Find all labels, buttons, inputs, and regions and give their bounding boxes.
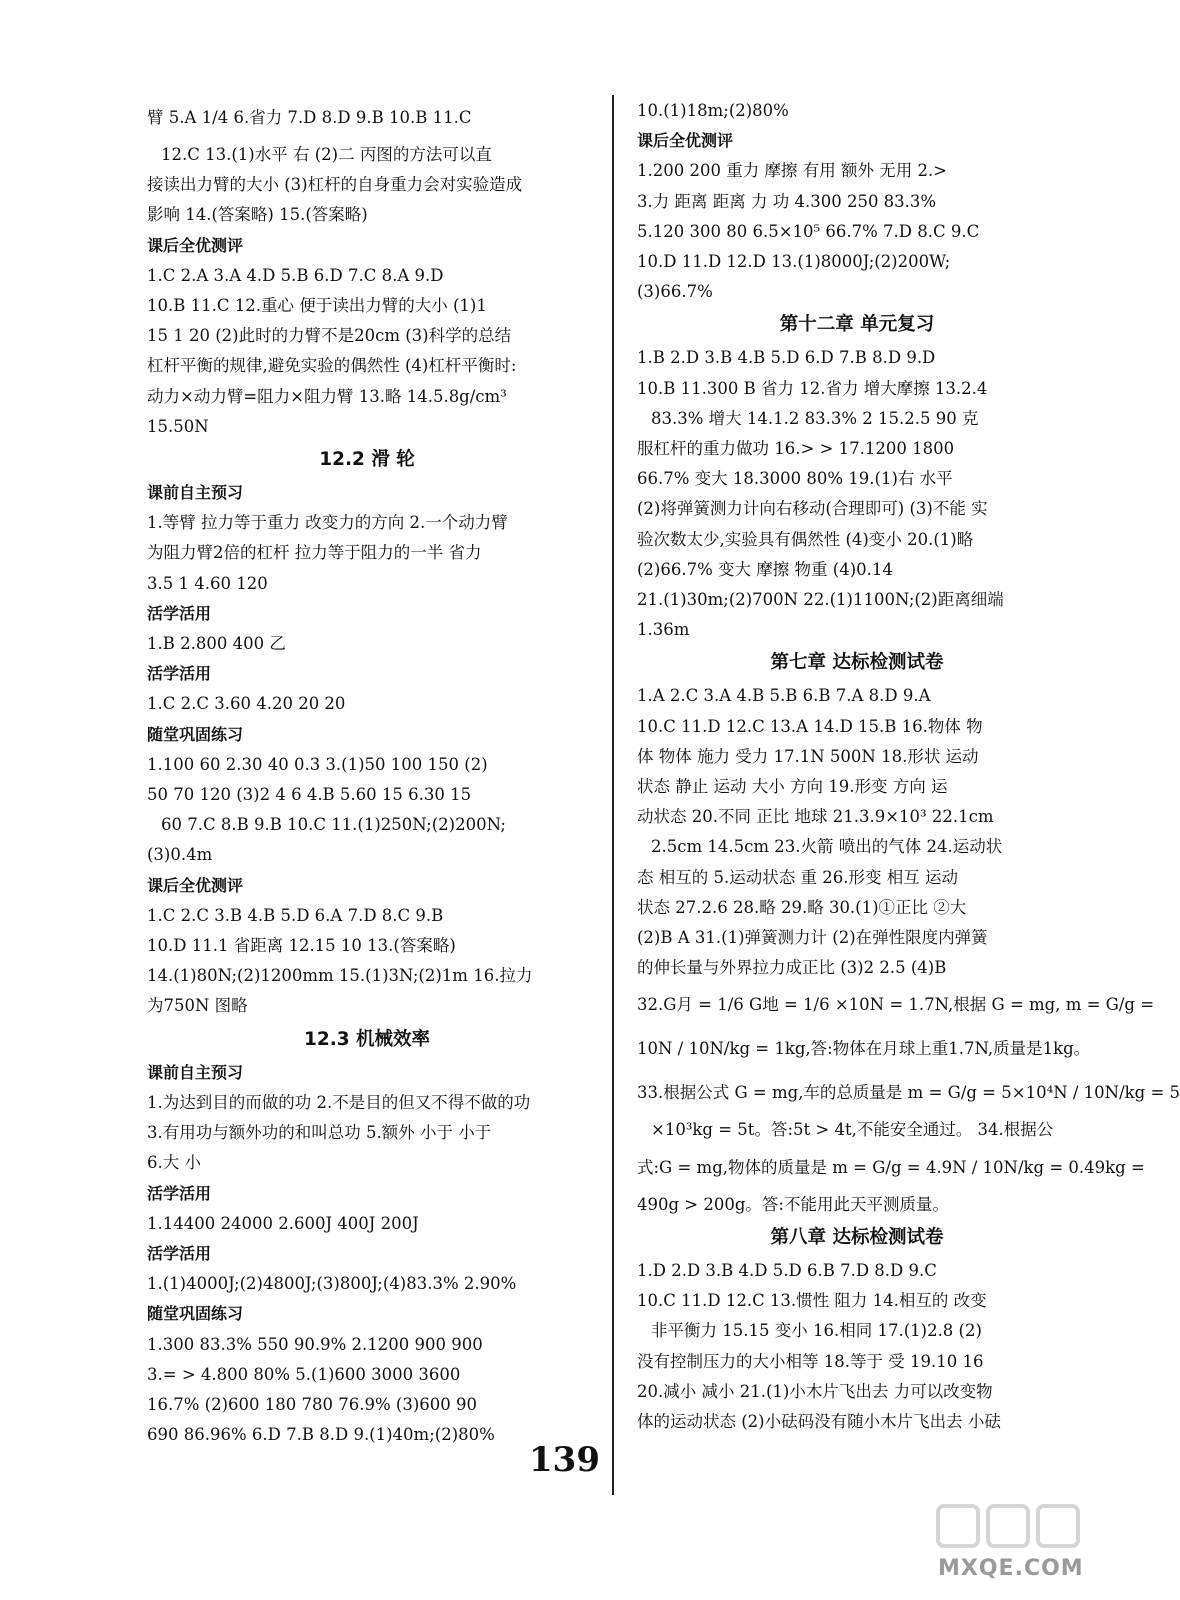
answer-line: 2.5cm 14.5cm 23.火箭 喷出的气体 24.运动状	[651, 837, 1003, 857]
answer-line: 1.等臂 拉力等于重力 改变力的方向 2.一个动力臂	[147, 513, 508, 533]
chapter-title: 12.3 机械效率	[303, 1028, 431, 1050]
answer-line: 体的运动状态 (2)小砝码没有随小木片飞出去 小砝	[637, 1411, 1001, 1431]
section-heading: 课前自主预习	[147, 483, 244, 503]
section-heading: 课前自主预习	[147, 1062, 244, 1082]
answer-line: 3.有用功与额外功的和叫总功 5.额外 小于 小于	[147, 1123, 492, 1143]
answer-line: 60 7.C 8.B 9.B 10.C 11.(1)250N;(2)200N;	[161, 815, 506, 835]
answer-line: 体 物体 施力 受力 17.1N 500N 18.形状 运动	[637, 746, 979, 766]
answer-line: 3.5 1 4.60 120	[147, 573, 268, 593]
section-heading: 课后全优测评	[147, 235, 244, 255]
answer-line: 10.D 11.D 12.D 13.(1)8000J;(2)200W;	[637, 252, 951, 272]
section-heading: 活学活用	[147, 1243, 212, 1263]
answer-line: 10N / 10N/kg = 1kg,答:物体在月球上重1.7N,质量是1kg。	[637, 1039, 1091, 1059]
watermark-text: MXQE.COM	[938, 1556, 1084, 1581]
answer-line: 1.D 2.D 3.B 4.D 5.D 6.B 7.D 8.D 9.C	[637, 1260, 937, 1280]
answer-line: 32.G月 = 1/6 G地 = 1/6 ×10N = 1.7N,根据 G = mg, m = G/g =	[637, 995, 1155, 1015]
answer-line: (2)66.7% 变大 摩擦 物重 (4)0.14	[637, 559, 893, 579]
answer-line: 1.B 2.D 3.B 4.B 5.D 6.D 7.B 8.D 9.D	[637, 348, 936, 368]
answer-line: 服杠杆的重力做功 16.> > 17.1200 1800	[637, 439, 955, 459]
answer-line: 10.D 11.1 省距离 12.15 10 13.(答案略)	[147, 936, 456, 956]
answer-line: 动状态 20.不同 正比 地球 21.3.9×10³ 22.1cm	[637, 807, 994, 827]
answer-line: 5.120 300 80 6.5×10⁵ 66.7% 7.D 8.C 9.C	[637, 221, 980, 241]
answer-line: 为750N 图略	[147, 996, 248, 1016]
answer-line: 1.300 83.3% 550 90.9% 2.1200 900 900	[147, 1334, 483, 1354]
answer-line: 66.7% 变大 18.3000 80% 19.(1)右 水平	[637, 469, 953, 489]
answer-line: 动力×动力臂=阻力×阻力臂 13.略 14.5.8g/cm³	[147, 386, 507, 406]
answer-line: 1.14400 24000 2.600J 400J 200J	[147, 1213, 419, 1233]
answer-line: 状态 静止 运动 大小 方向 19.形变 方向 运	[637, 777, 948, 797]
answer-line: 接读出力臂的大小 (3)杠杆的自身重力会对实验造成	[147, 175, 523, 195]
answer-line: 10.B 11.300 B 省力 12.省力 增大摩擦 13.2.4	[637, 378, 988, 398]
answer-line: 490g > 200g。答:不能用此天平测质量。	[637, 1194, 949, 1214]
answer-line: 的伸长量与外界拉力成正比 (3)2 2.5 (4)B	[637, 958, 947, 978]
page-number: 139	[529, 1440, 600, 1480]
section-heading: 课后全优测评	[147, 875, 244, 895]
answer-line: 21.(1)30m;(2)700N 22.(1)1100N;(2)距离细端	[637, 590, 1004, 610]
answer-line: 16.7% (2)600 180 780 76.9% (3)600 90	[147, 1394, 478, 1414]
chapter-title: 第十二章 单元复习	[779, 314, 935, 336]
answer-line: 83.3% 增大 14.1.2 83.3% 2 15.2.5 90 克	[651, 408, 979, 428]
answer-line: 690 86.96% 6.D 7.B 8.D 9.(1)40m;(2)80%	[147, 1425, 495, 1445]
chapter-title: 第七章 达标检测试卷	[770, 652, 944, 674]
answer-line: 14.(1)80N;(2)1200mm 15.(1)3N;(2)1m 16.拉力	[147, 966, 533, 986]
answer-line: 式:G = mg,物体的质量是 m = G/g = 4.9N / 10N/kg = 0.49kg =	[637, 1157, 1145, 1177]
answer-line: 1.为达到目的而做的功 2.不是目的但又不得不做的功	[147, 1092, 531, 1112]
answer-line: (2)将弹簧测力计向右移动(合理即可) (3)不能 实	[637, 499, 988, 519]
left-column	[147, 96, 587, 1450]
answer-line: 1.B 2.800 400 乙	[147, 634, 286, 654]
section-heading: 活学活用	[147, 664, 212, 684]
answer-line: 没有控制压力的大小相等 18.等于 受 19.10 16	[637, 1351, 984, 1371]
answer-line: 1.200 200 重力 摩擦 有用 额外 无用 2.>	[637, 161, 948, 181]
section-heading: 活学活用	[147, 603, 212, 623]
answer-line: 杠杆平衡的规律,避免实验的偶然性 (4)杠杆平衡时:	[147, 356, 517, 376]
answer-line: 1.36m	[637, 620, 690, 640]
answer-line: 50 70 120 (3)2 4 6 4.B 5.60 15 6.30 15	[147, 785, 472, 805]
answer-line: 1.(1)4000J;(2)4800J;(3)800J;(4)83.3% 2.90%	[147, 1274, 517, 1294]
answer-line: 影响 14.(答案略) 15.(答案略)	[147, 205, 368, 225]
answer-line: 15.50N	[147, 416, 209, 436]
chapter-title: 12.2 滑 轮	[319, 449, 415, 471]
answer-line: 3.力 距离 距离 力 功 4.300 250 83.3%	[637, 191, 937, 211]
answer-line: 20.减小 减小 21.(1)小木片飞出去 力可以改变物	[637, 1381, 993, 1401]
section-heading: 随堂巩固练习	[147, 724, 244, 744]
answer-line: 15 1 20 (2)此时的力臂不是20cm (3)科学的总结	[147, 326, 512, 346]
answer-line: 1.100 60 2.30 40 0.3 3.(1)50 100 150 (2)	[147, 754, 488, 774]
answer-line: 10.C 11.D 12.C 13.A 14.D 15.B 16.物体 物	[637, 716, 983, 736]
section-heading: 随堂巩固练习	[147, 1304, 244, 1324]
answer-line: (2)B A 31.(1)弹簧测力计 (2)在弹性限度内弹簧	[637, 928, 988, 948]
answer-line: 1.C 2.C 3.60 4.20 20 20	[147, 694, 346, 714]
right-column	[637, 96, 1180, 1437]
answer-line: 33.根据公式 G = mg,车的总质量是 m = G/g = 5×10⁴N / 10N/kg = 5	[637, 1083, 1180, 1103]
answer-line: 验次数太少,实验具有偶然性 (4)变小 20.(1)略	[637, 529, 974, 549]
answer-line: 10.B 11.C 12.重心 便于读出力臂的大小 (1)1	[147, 296, 487, 316]
section-heading: 课后全优测评	[637, 131, 734, 151]
answer-line: (3)66.7%	[637, 282, 713, 302]
column-divider	[612, 95, 614, 1495]
answer-line: 3.= > 4.800 80% 5.(1)600 3000 3600	[147, 1364, 461, 1384]
answer-line: 10.C 11.D 12.C 13.惯性 阻力 14.相互的 改变	[637, 1291, 987, 1311]
answer-line: 6.大 小	[147, 1153, 201, 1173]
answer-line: 状态 27.2.6 28.略 29.略 30.(1)①正比 ②大	[637, 897, 967, 917]
answer-line: 1.A 2.C 3.A 4.B 5.B 6.B 7.A 8.D 9.A	[637, 686, 931, 706]
answer-line: ×10³kg = 5t。答:5t > 4t,不能安全通过。 34.根据公	[651, 1120, 1054, 1140]
answer-line: (3)0.4m	[147, 845, 213, 865]
chapter-title: 第八章 达标检测试卷	[770, 1226, 944, 1248]
answer-line: 为阻力臂2倍的杠杆 拉力等于阻力的一半 省力	[147, 543, 482, 563]
answer-line: 12.C 13.(1)水平 右 (2)二 丙图的方法可以直	[161, 145, 492, 164]
section-heading: 活学活用	[147, 1183, 212, 1203]
answer-line: 1.C 2.A 3.A 4.D 5.B 6.D 7.C 8.A 9.D	[147, 265, 444, 285]
answer-line: 非平衡力 15.15 变小 16.相同 17.(1)2.8 (2)	[651, 1321, 982, 1341]
answer-line: 1.C 2.C 3.B 4.B 5.D 6.A 7.D 8.C 9.B	[147, 905, 444, 925]
answer-line: 态 相互的 5.运动状态 重 26.形变 相互 运动	[637, 867, 958, 887]
answer-line: 10.(1)18m;(2)80%	[637, 101, 789, 120]
answer-line: 臂 5.A 1/4 6.省力 7.D 8.D 9.B 10.B 11.C	[147, 108, 472, 127]
